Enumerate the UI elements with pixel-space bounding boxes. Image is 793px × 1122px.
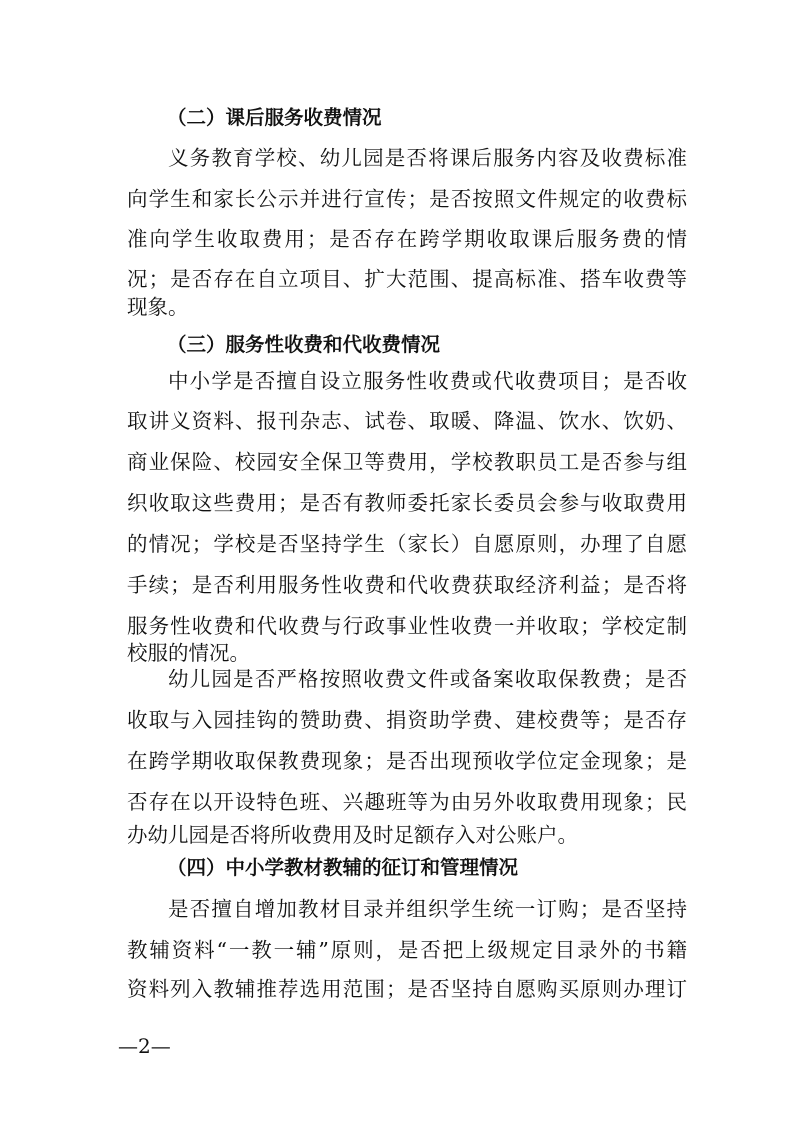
paragraph-line: 中小学是否擅自设立服务性收费或代收费项目；是否收 [168,369,687,393]
paragraph-line: 资料列入教辅推荐选用范围；是否坚持自愿购买原则办理订 [127,977,687,1001]
paragraph-line: 义务教育学校、幼儿园是否将课后服务内容及收费标准 [168,146,687,170]
section-heading-3: （三）服务性收费和代收费情况 [167,333,441,356]
section-heading-4: （四）中小学教材教辅的征订和管理情况 [167,856,519,879]
paragraph-line: 织收取这些费用；是否有教师委托家长委员会参与收取费用 [127,491,687,515]
paragraph-line: 是否擅自增加教材目录并组织学生统一订购；是否坚持 [168,897,687,921]
paragraph-line: 况；是否存在自立项目、扩大范围、提高标准、搭车收费等 [127,267,687,291]
paragraph-line: 在跨学期收取保教费现象；是否出现预收学位定金现象；是 [127,749,687,773]
paragraph-line: 校服的情况。 [127,641,250,665]
paragraph-line: 商业保险、校园安全保卫等费用，学校教职员工是否参与组 [127,450,687,474]
paragraph-line: 否存在以开设特色班、兴趣班等为由另外收取费用现象；民 [127,790,687,814]
paragraph-line: 向学生和家长公示并进行宣传；是否按照文件规定的收费标 [127,187,687,211]
paragraph-line: 幼儿园是否严格按照收费文件或备案收取保教费；是否 [168,667,687,691]
paragraph-line: 的情况；学校是否坚持学生（家长）自愿原则，办理了自愿 [127,532,687,556]
paragraph-line: 准向学生收取费用；是否存在跨学期收取课后服务费的情 [127,227,687,251]
paragraph-line: 办幼儿园是否将所收费用及时足额存入对公账户。 [127,823,578,847]
paragraph-line: 现象。 [127,295,189,319]
paragraph-line: 取讲义资料、报刊杂志、试卷、取暖、降温、饮水、饮奶、 [127,409,687,433]
paragraph-line: 收取与入园挂钩的赞助费、捐资助学费、建校费等；是否存 [127,708,687,732]
paragraph-line: 手续；是否利用服务性收费和代收费获取经济利益；是否将 [127,573,687,597]
paragraph-line: 服务性收费和代收费与行政事业性收费一并收取；学校定制 [127,614,687,638]
paragraph-line: 教辅资料“一教一辅”原则，是否把上级规定目录外的书籍 [127,938,687,962]
section-heading-2: （二）课后服务收费情况 [167,106,382,129]
page-number: —2— [118,1034,171,1058]
